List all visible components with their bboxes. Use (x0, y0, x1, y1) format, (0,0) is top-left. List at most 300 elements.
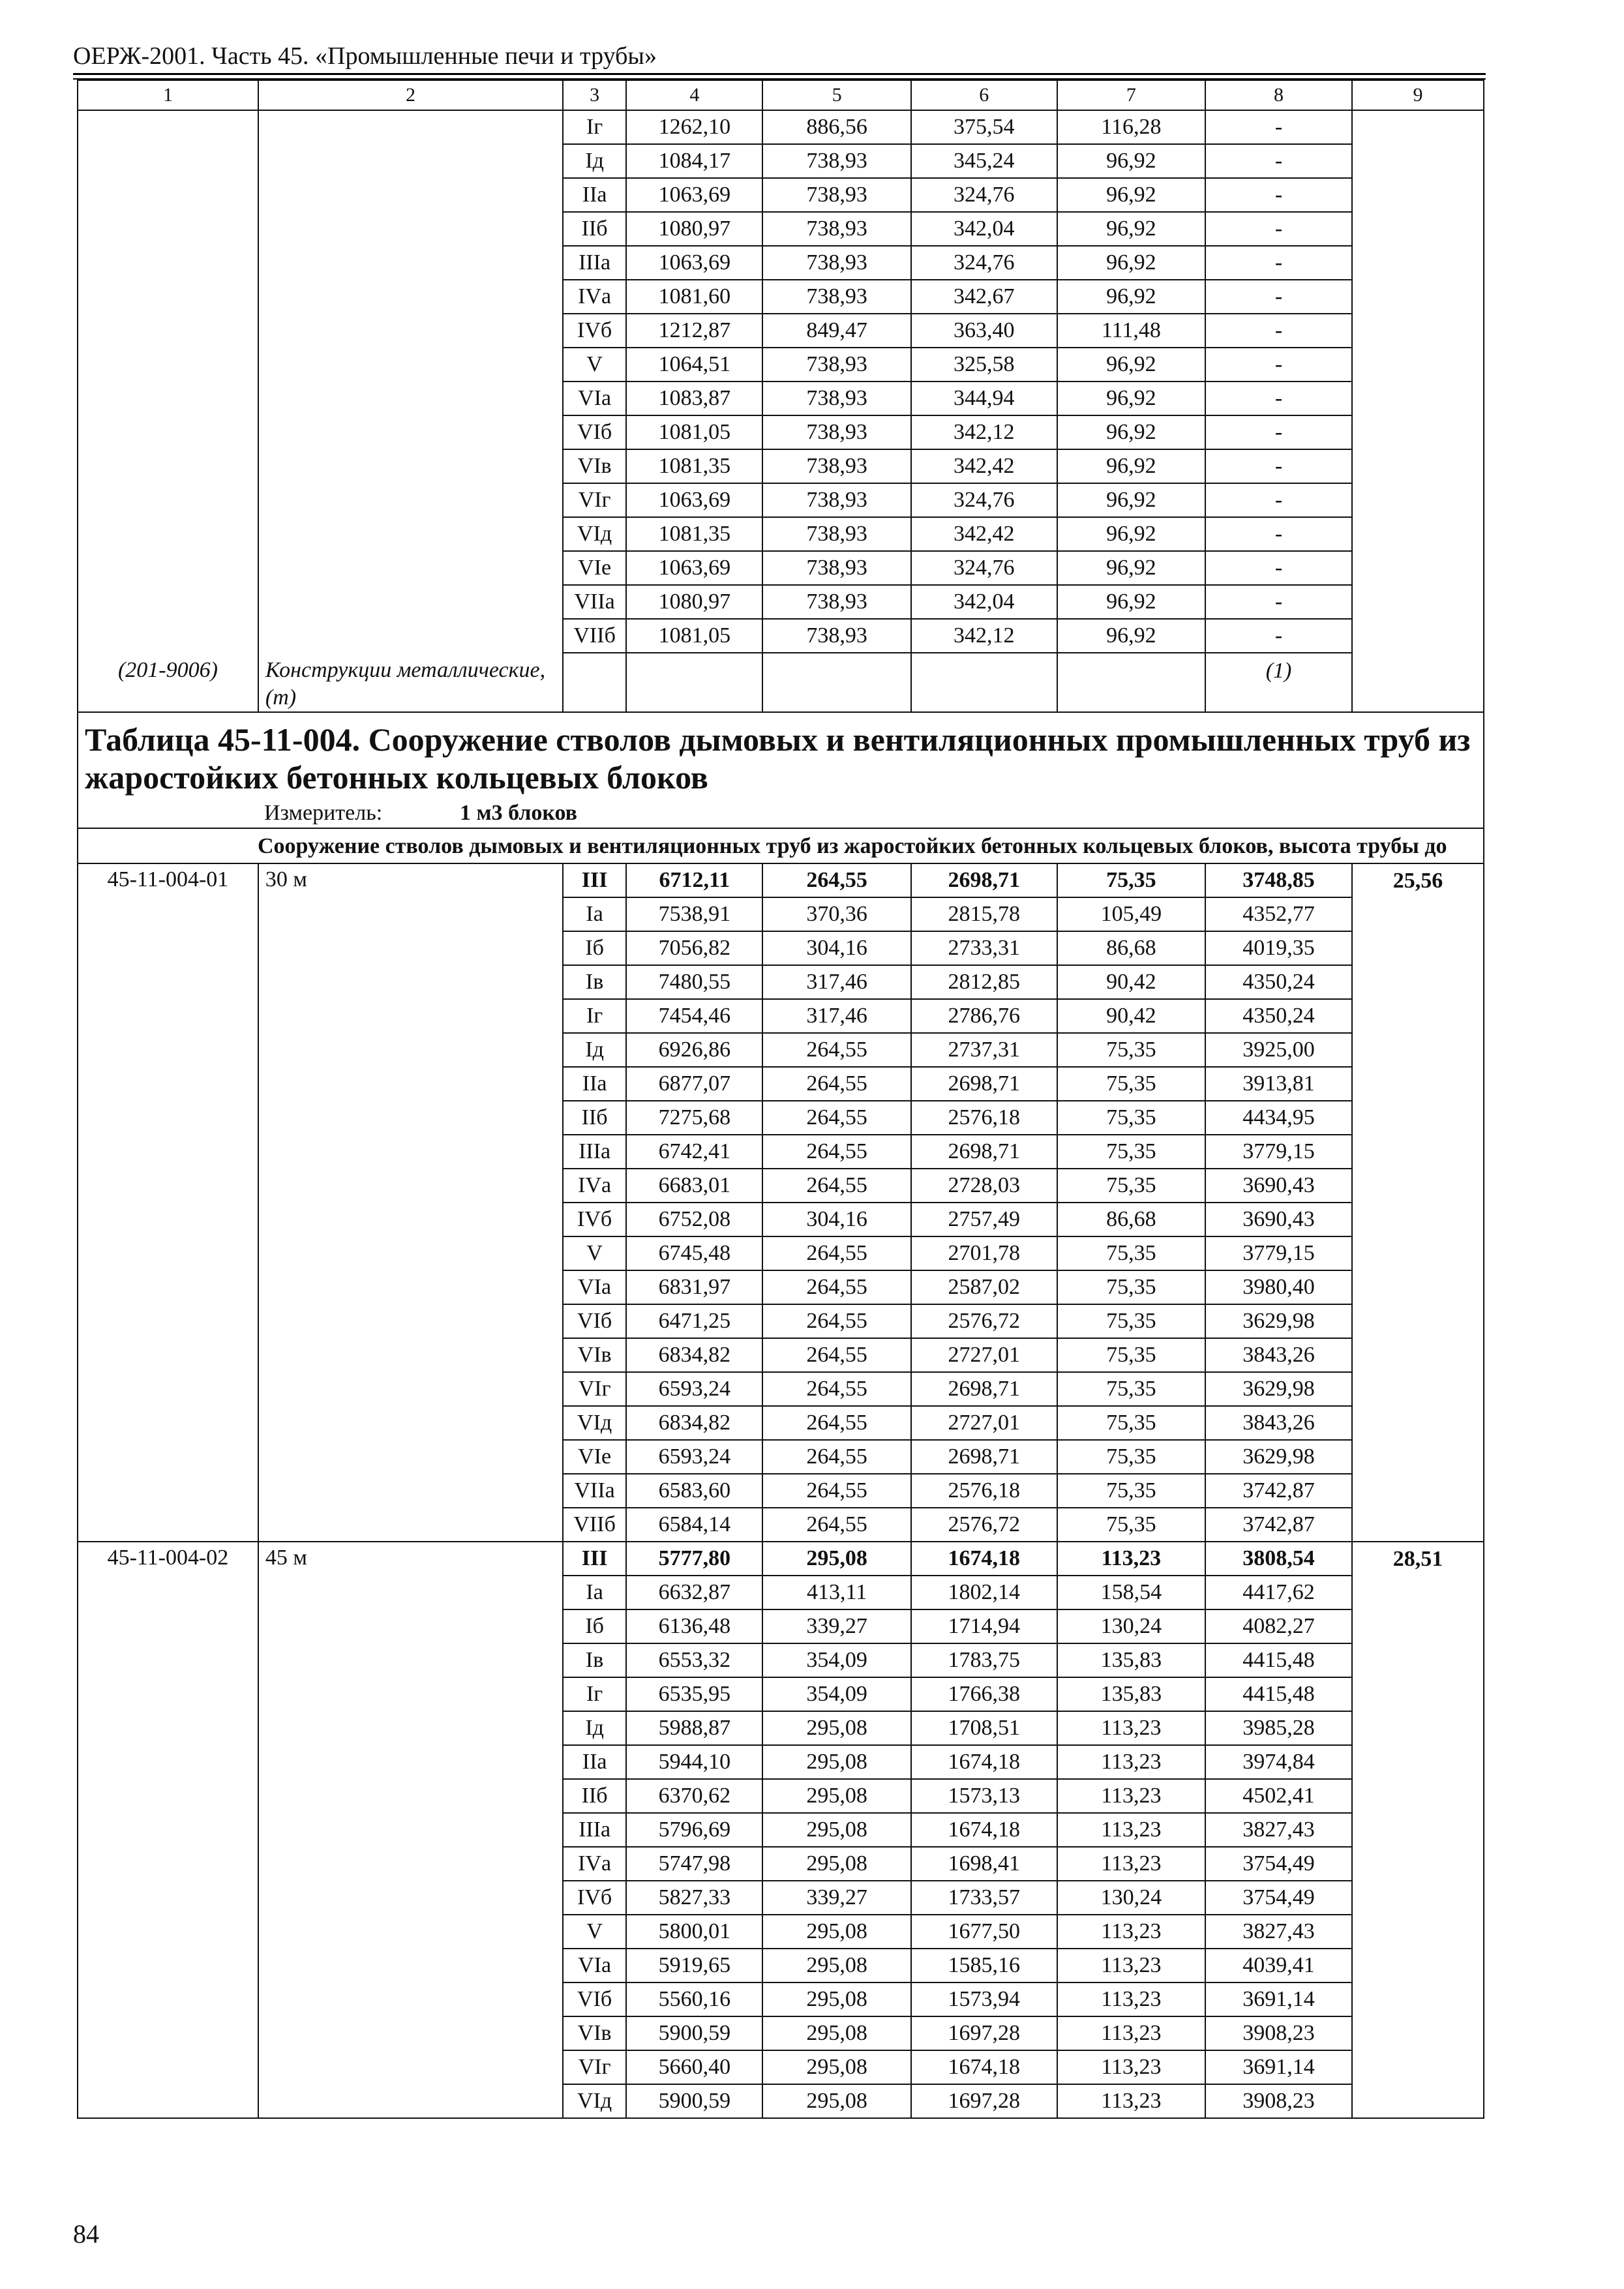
table-row (78, 619, 1484, 653)
machinist-wages-cell: 96,92 (1057, 348, 1205, 382)
materials-cell: 4415,48 (1205, 1677, 1352, 1711)
machine-cost-cell: 342,42 (911, 449, 1057, 483)
table-row (78, 348, 1484, 382)
column-number: 2 (258, 80, 563, 110)
wages-cell: 339,27 (762, 1609, 910, 1643)
wages-cell: 886,56 (762, 110, 910, 144)
machine-cost-cell: 2576,18 (911, 1101, 1057, 1135)
zone-cell: IVб (563, 1203, 626, 1236)
zone-cell: IIIа (563, 1813, 626, 1847)
machine-cost-cell: 2757,49 (911, 1203, 1057, 1236)
machinist-wages-cell: 75,35 (1057, 1372, 1205, 1406)
wages-cell: 317,46 (762, 999, 910, 1033)
name-cell (258, 483, 563, 517)
machine-cost-cell: 1733,57 (911, 1881, 1057, 1915)
labor-cell (1352, 1677, 1484, 1711)
name-cell (258, 1881, 563, 1915)
table-row (78, 246, 1484, 280)
name-cell (258, 1508, 563, 1542)
labor-cell (1352, 1236, 1484, 1270)
code-cell (78, 1135, 258, 1169)
machinist-wages-cell: 75,35 (1057, 1270, 1205, 1304)
materials-cell: 3629,98 (1205, 1372, 1352, 1406)
machine-cost-cell: 2576,72 (911, 1508, 1057, 1542)
materials-cell: 3827,43 (1205, 1813, 1352, 1847)
machinist-wages-cell: 75,35 (1057, 1033, 1205, 1067)
materials-cell: 3808,54 (1205, 1542, 1352, 1576)
wages-cell: 738,93 (762, 178, 910, 212)
direct-cost-cell: 5796,69 (626, 1813, 762, 1847)
direct-cost-cell: 5900,59 (626, 2016, 762, 2050)
code-cell (78, 1067, 258, 1101)
materials-cell: 3754,49 (1205, 1847, 1352, 1881)
direct-cost-cell: 5944,10 (626, 1745, 762, 1779)
machinist-wages-cell: 75,35 (1057, 1236, 1205, 1270)
labor-cell (1352, 1203, 1484, 1236)
table-row (78, 1576, 1484, 1609)
zone-cell: IIа (563, 178, 626, 212)
machine-cost-cell: 1674,18 (911, 1813, 1057, 1847)
materials-cell: 4352,77 (1205, 897, 1352, 931)
direct-cost-cell: 1081,05 (626, 415, 762, 449)
machinist-wages-cell: 75,35 (1057, 1474, 1205, 1508)
zone-cell: Iа (563, 1576, 626, 1609)
running-header: ОЕРЖ-2001. Часть 45. «Промышленные печи и трубы» (73, 42, 657, 70)
code-cell (78, 931, 258, 965)
direct-cost-cell: 1081,35 (626, 449, 762, 483)
wages-cell: 354,09 (762, 1643, 910, 1677)
table-row (78, 178, 1484, 212)
machinist-wages-cell: 75,35 (1057, 863, 1205, 897)
wages-cell: 304,16 (762, 931, 910, 965)
materials-cell: 3691,14 (1205, 2050, 1352, 2084)
resource-value: (1) (1205, 653, 1352, 712)
machine-cost-cell: 2701,78 (911, 1236, 1057, 1270)
materials-cell: - (1205, 449, 1352, 483)
code-cell (78, 1474, 258, 1508)
direct-cost-cell: 5800,01 (626, 1915, 762, 1949)
zone-cell: V (563, 348, 626, 382)
wages-cell: 264,55 (762, 1033, 910, 1067)
labor-cell: 28,51 (1352, 1542, 1484, 1576)
labor-cell (1352, 585, 1484, 619)
zone-cell: IIб (563, 1779, 626, 1813)
labor-cell (1352, 1169, 1484, 1203)
machine-cost-cell: 2698,71 (911, 1067, 1057, 1101)
machinist-wages-cell: 113,23 (1057, 1982, 1205, 2016)
zone-cell: VIб (563, 1982, 626, 2016)
materials-cell: 3980,40 (1205, 1270, 1352, 1304)
direct-cost-cell: 5777,80 (626, 1542, 762, 1576)
materials-cell: - (1205, 382, 1352, 415)
machinist-wages-cell: 86,68 (1057, 1203, 1205, 1236)
column-number: 6 (911, 80, 1057, 110)
empty-cell (563, 653, 626, 712)
direct-cost-cell: 6471,25 (626, 1304, 762, 1338)
materials-cell: - (1205, 280, 1352, 314)
table-row (78, 1643, 1484, 1677)
machinist-wages-cell: 113,23 (1057, 2050, 1205, 2084)
empty-cell (1057, 653, 1205, 712)
name-cell (258, 314, 563, 348)
machinist-wages-cell: 90,42 (1057, 965, 1205, 999)
labor-cell (1352, 931, 1484, 965)
labor-cell (1352, 483, 1484, 517)
wages-cell: 738,93 (762, 382, 910, 415)
direct-cost-cell: 1084,17 (626, 144, 762, 178)
materials-cell: 3690,43 (1205, 1169, 1352, 1203)
materials-cell: - (1205, 483, 1352, 517)
table-row (78, 897, 1484, 931)
direct-cost-cell: 7056,82 (626, 931, 762, 965)
table-row (78, 1779, 1484, 1813)
column-number: 9 (1352, 80, 1484, 110)
direct-cost-cell: 1081,35 (626, 517, 762, 551)
table-row (78, 1542, 1484, 1576)
wages-cell: 370,36 (762, 897, 910, 931)
wages-cell: 264,55 (762, 1304, 910, 1338)
materials-cell: - (1205, 619, 1352, 653)
machinist-wages-cell: 96,92 (1057, 449, 1205, 483)
materials-cell: 4350,24 (1205, 965, 1352, 999)
code-cell (78, 1304, 258, 1338)
name-cell (258, 1101, 563, 1135)
zone-cell: IVа (563, 280, 626, 314)
machinist-wages-cell: 86,68 (1057, 931, 1205, 965)
name-cell (258, 1847, 563, 1881)
machinist-wages-cell: 96,92 (1057, 483, 1205, 517)
materials-cell: 4019,35 (1205, 931, 1352, 965)
wages-cell: 264,55 (762, 1372, 910, 1406)
machine-cost-cell: 2733,31 (911, 931, 1057, 965)
table-row (78, 2084, 1484, 2118)
table-row (78, 585, 1484, 619)
zone-cell: VIд (563, 2084, 626, 2118)
machinist-wages-cell: 75,35 (1057, 1338, 1205, 1372)
materials-cell: 3691,14 (1205, 1982, 1352, 2016)
zone-cell: III (563, 1542, 626, 1576)
materials-cell: 4434,95 (1205, 1101, 1352, 1135)
code-cell (78, 1033, 258, 1067)
labor-cell (1352, 110, 1484, 144)
table-row (78, 1304, 1484, 1338)
materials-cell: - (1205, 178, 1352, 212)
materials-cell: 3629,98 (1205, 1304, 1352, 1338)
machinist-wages-cell: 113,23 (1057, 1542, 1205, 1576)
description-cell (78, 828, 1484, 863)
machinist-wages-cell: 96,92 (1057, 212, 1205, 246)
table-row (78, 863, 1484, 897)
labor-cell (1352, 1813, 1484, 1847)
name-cell (258, 2084, 563, 2118)
wages-cell: 295,08 (762, 2050, 910, 2084)
machine-cost-cell: 2698,71 (911, 1372, 1057, 1406)
name-cell (258, 1949, 563, 1982)
machine-cost-cell: 324,76 (911, 246, 1057, 280)
labor-cell (1352, 1270, 1484, 1304)
wages-cell: 413,11 (762, 1576, 910, 1609)
code-cell (78, 1203, 258, 1236)
empty-cell (911, 653, 1057, 712)
wages-cell: 295,08 (762, 1813, 910, 1847)
code-cell (78, 1270, 258, 1304)
code-cell (78, 382, 258, 415)
labor-cell (1352, 1304, 1484, 1338)
column-number: 4 (626, 80, 762, 110)
table-row (78, 1033, 1484, 1067)
table-row (78, 1677, 1484, 1711)
table-row (78, 1982, 1484, 2016)
table-row (78, 1609, 1484, 1643)
table-row (78, 1745, 1484, 1779)
direct-cost-cell: 6632,87 (626, 1576, 762, 1609)
direct-cost-cell: 7480,55 (626, 965, 762, 999)
direct-cost-cell: 6136,48 (626, 1609, 762, 1643)
machinist-wages-cell: 111,48 (1057, 314, 1205, 348)
code-cell (78, 1576, 258, 1609)
labor-cell (1352, 551, 1484, 585)
table-row (78, 1203, 1484, 1236)
direct-cost-cell: 6593,24 (626, 1440, 762, 1474)
labor-cell (1352, 1372, 1484, 1406)
table-row (78, 1915, 1484, 1949)
name-cell (258, 1813, 563, 1847)
materials-cell: - (1205, 212, 1352, 246)
labor-cell (1352, 348, 1484, 382)
labor-cell (1352, 1711, 1484, 1745)
machinist-wages-cell: 96,92 (1057, 144, 1205, 178)
direct-cost-cell: 5988,87 (626, 1711, 762, 1745)
meter-cell (78, 799, 1484, 828)
code-cell (78, 2050, 258, 2084)
labor-cell (1352, 1440, 1484, 1474)
labor-cell (1352, 144, 1484, 178)
zone-cell: Iг (563, 110, 626, 144)
zone-cell: VIб (563, 1304, 626, 1338)
direct-cost-cell: 7275,68 (626, 1101, 762, 1135)
code-cell (78, 1508, 258, 1542)
labor-cell (1352, 1474, 1484, 1508)
machine-cost-cell: 2576,72 (911, 1304, 1057, 1338)
name-cell (258, 1779, 563, 1813)
code-cell (78, 144, 258, 178)
name-cell (258, 449, 563, 483)
direct-cost-cell: 5900,59 (626, 2084, 762, 2118)
table-row (78, 1372, 1484, 1406)
machinist-wages-cell: 113,23 (1057, 1847, 1205, 1881)
machine-cost-cell: 2737,31 (911, 1033, 1057, 1067)
wages-cell: 295,08 (762, 2016, 910, 2050)
zone-cell: IVа (563, 1847, 626, 1881)
name-cell (258, 178, 563, 212)
machinist-wages-cell: 113,23 (1057, 1813, 1205, 1847)
zone-cell: VIIа (563, 585, 626, 619)
code-cell (78, 178, 258, 212)
table-row (78, 1508, 1484, 1542)
machine-cost-cell: 1674,18 (911, 1745, 1057, 1779)
direct-cost-cell: 1063,69 (626, 483, 762, 517)
column-number-row (78, 80, 1484, 110)
materials-cell: - (1205, 246, 1352, 280)
zone-cell: IIа (563, 1067, 626, 1101)
machine-cost-cell: 342,12 (911, 619, 1057, 653)
wages-cell: 738,93 (762, 246, 910, 280)
name-cell (258, 1677, 563, 1711)
materials-cell: 3742,87 (1205, 1508, 1352, 1542)
labor-cell (1352, 280, 1484, 314)
machine-cost-cell: 342,04 (911, 585, 1057, 619)
direct-cost-cell: 6370,62 (626, 1779, 762, 1813)
machine-cost-cell: 2587,02 (911, 1270, 1057, 1304)
machine-cost-cell: 1708,51 (911, 1711, 1057, 1745)
table-row (78, 382, 1484, 415)
direct-cost-cell: 1063,69 (626, 551, 762, 585)
direct-cost-cell: 6745,48 (626, 1236, 762, 1270)
zone-cell: V (563, 1236, 626, 1270)
direct-cost-cell: 7538,91 (626, 897, 762, 931)
table-row (78, 1474, 1484, 1508)
machine-cost-cell: 2812,85 (911, 965, 1057, 999)
materials-cell: - (1205, 415, 1352, 449)
wages-cell: 295,08 (762, 1542, 910, 1576)
machine-cost-cell: 344,94 (911, 382, 1057, 415)
machinist-wages-cell: 96,92 (1057, 517, 1205, 551)
wages-cell: 339,27 (762, 1881, 910, 1915)
name-cell (258, 2050, 563, 2084)
materials-cell: - (1205, 517, 1352, 551)
code-cell (78, 415, 258, 449)
direct-cost-cell: 6593,24 (626, 1372, 762, 1406)
machine-cost-cell: 2576,18 (911, 1474, 1057, 1508)
code-cell (78, 585, 258, 619)
machine-cost-cell: 325,58 (911, 348, 1057, 382)
machine-cost-cell: 1697,28 (911, 2084, 1057, 2118)
wages-cell: 738,93 (762, 280, 910, 314)
code-cell (78, 1745, 258, 1779)
zone-cell: VIв (563, 449, 626, 483)
table-row (78, 931, 1484, 965)
rates-table (77, 80, 1484, 2119)
machine-cost-cell: 324,76 (911, 551, 1057, 585)
column-number: 5 (762, 80, 910, 110)
code-cell (78, 1779, 258, 1813)
labor-cell (1352, 1643, 1484, 1677)
code-cell (78, 1813, 258, 1847)
materials-cell: 3985,28 (1205, 1711, 1352, 1745)
machinist-wages-cell: 75,35 (1057, 1135, 1205, 1169)
name-cell (258, 1033, 563, 1067)
code-cell (78, 2084, 258, 2118)
table-row (78, 483, 1484, 517)
code-cell (78, 212, 258, 246)
materials-cell: 4415,48 (1205, 1643, 1352, 1677)
machine-cost-cell: 342,04 (911, 212, 1057, 246)
machinist-wages-cell: 113,23 (1057, 2084, 1205, 2118)
code-cell (78, 483, 258, 517)
machinist-wages-cell: 75,35 (1057, 1440, 1205, 1474)
code-cell (78, 1406, 258, 1440)
direct-cost-cell: 6834,82 (626, 1406, 762, 1440)
machine-cost-cell: 2698,71 (911, 863, 1057, 897)
materials-cell: 3690,43 (1205, 1203, 1352, 1236)
table-row (78, 965, 1484, 999)
wages-cell: 738,93 (762, 585, 910, 619)
wages-cell: 264,55 (762, 1067, 910, 1101)
code-cell (78, 551, 258, 585)
direct-cost-cell: 6584,14 (626, 1508, 762, 1542)
machinist-wages-cell: 96,92 (1057, 619, 1205, 653)
code-cell (78, 1881, 258, 1915)
labor-cell (1352, 619, 1484, 653)
machine-cost-cell: 324,76 (911, 483, 1057, 517)
materials-cell: 3843,26 (1205, 1338, 1352, 1372)
labor-cell (1352, 449, 1484, 483)
zone-cell: VIг (563, 483, 626, 517)
machine-cost-cell: 2786,76 (911, 999, 1057, 1033)
materials-cell: 3925,00 (1205, 1033, 1352, 1067)
name-cell (258, 999, 563, 1033)
labor-cell (1352, 314, 1484, 348)
machinist-wages-cell: 75,35 (1057, 1508, 1205, 1542)
machine-cost-cell: 1698,41 (911, 1847, 1057, 1881)
name-cell (258, 1745, 563, 1779)
labor-cell (1352, 1982, 1484, 2016)
table-row (78, 1406, 1484, 1440)
labor-cell (1352, 517, 1484, 551)
table-row (78, 415, 1484, 449)
zone-cell: IIб (563, 212, 626, 246)
table-row (78, 1236, 1484, 1270)
zone-cell: Iд (563, 144, 626, 178)
machine-cost-cell: 1783,75 (911, 1643, 1057, 1677)
name-cell (258, 348, 563, 382)
direct-cost-cell: 6683,01 (626, 1169, 762, 1203)
direct-cost-cell: 5747,98 (626, 1847, 762, 1881)
labor-cell (1352, 1406, 1484, 1440)
code-cell (78, 1949, 258, 1982)
zone-cell: Iд (563, 1033, 626, 1067)
zone-cell: Iв (563, 1643, 626, 1677)
name-cell (258, 1338, 563, 1372)
labor-cell (1352, 1576, 1484, 1609)
direct-cost-cell: 1064,51 (626, 348, 762, 382)
name-cell (258, 619, 563, 653)
table-row (78, 449, 1484, 483)
labor-cell (1352, 1949, 1484, 1982)
name-cell (258, 517, 563, 551)
wages-cell: 849,47 (762, 314, 910, 348)
wages-cell: 354,09 (762, 1677, 910, 1711)
table-row (78, 517, 1484, 551)
resource-name: Конструкции металлические, (т) (258, 653, 563, 712)
zone-cell: Iа (563, 897, 626, 931)
materials-cell: 4417,62 (1205, 1576, 1352, 1609)
machine-cost-cell: 1674,18 (911, 2050, 1057, 2084)
machine-cost-cell: 375,54 (911, 110, 1057, 144)
direct-cost-cell: 6742,41 (626, 1135, 762, 1169)
name-cell (258, 931, 563, 965)
direct-cost-cell: 6712,11 (626, 863, 762, 897)
materials-cell: 3908,23 (1205, 2084, 1352, 2118)
materials-cell: 3779,15 (1205, 1135, 1352, 1169)
materials-cell: 4502,41 (1205, 1779, 1352, 1813)
name-cell (258, 1711, 563, 1745)
wages-cell: 264,55 (762, 1169, 910, 1203)
labor-cell (1352, 1135, 1484, 1169)
machinist-wages-cell: 75,35 (1057, 1304, 1205, 1338)
direct-cost-cell: 1262,10 (626, 110, 762, 144)
code-cell (78, 2016, 258, 2050)
